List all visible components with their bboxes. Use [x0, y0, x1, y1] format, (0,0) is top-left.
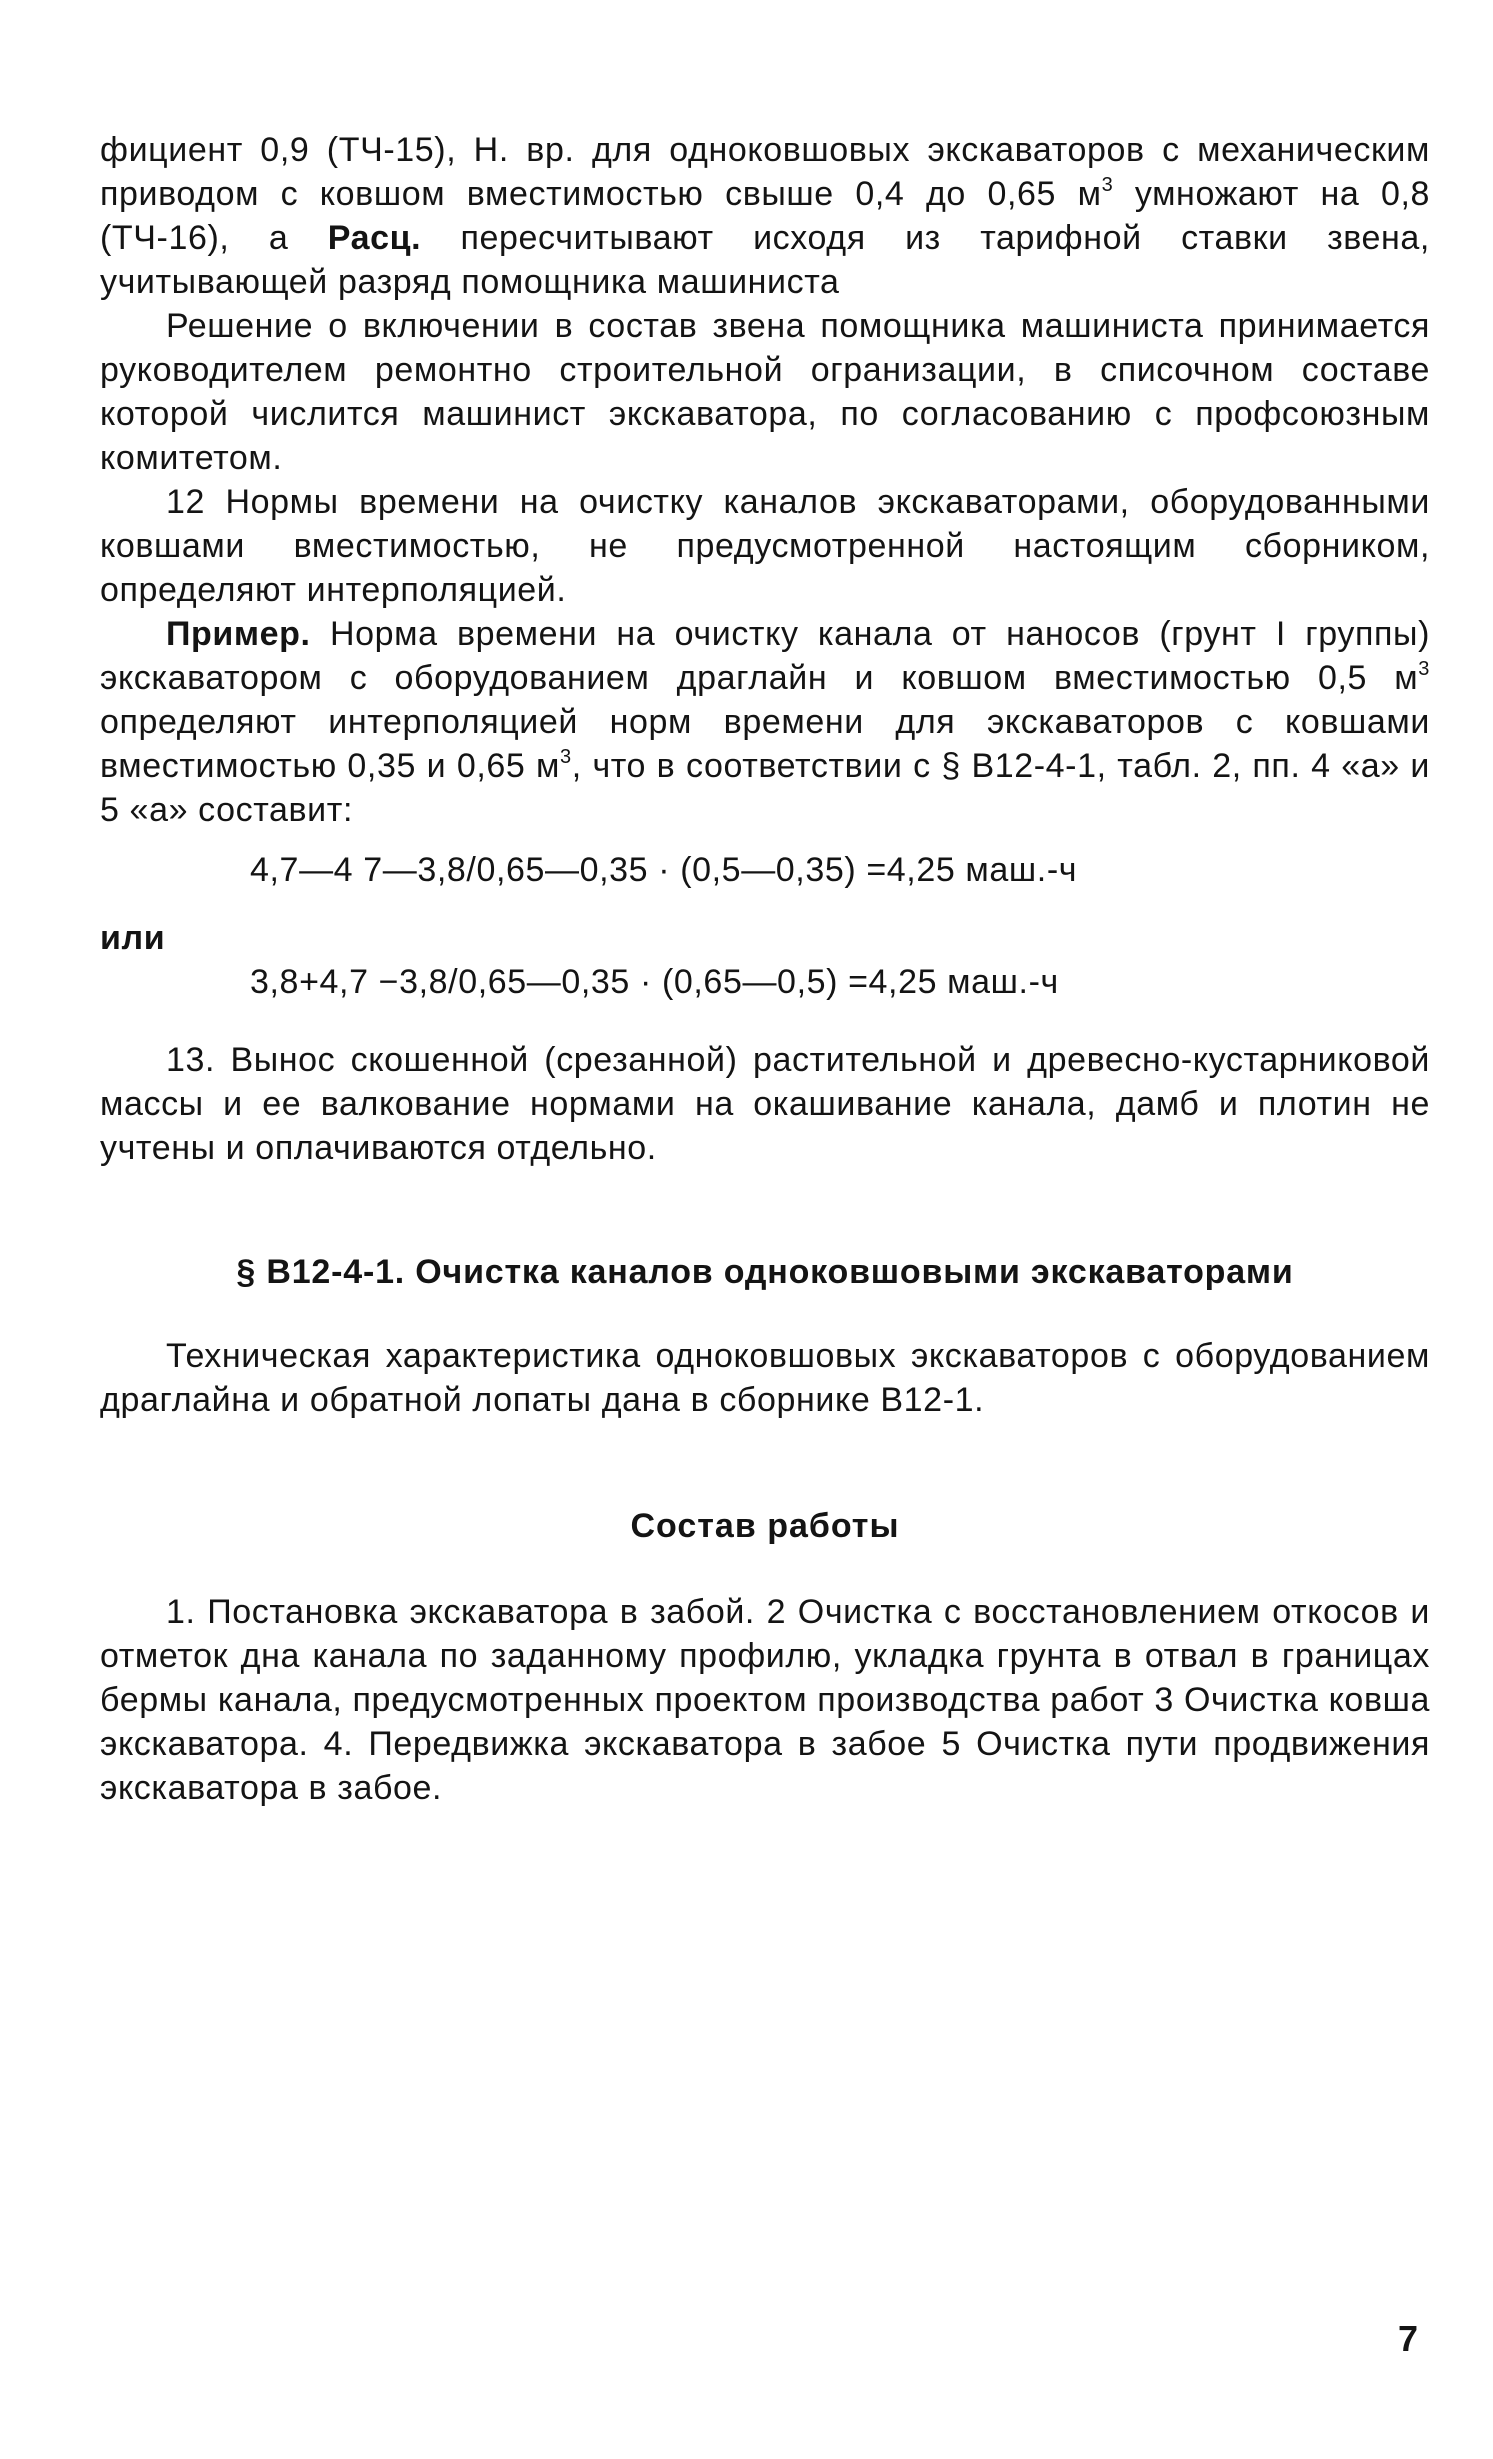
example-label: Пример. — [166, 615, 311, 653]
page-number: 7 — [1398, 2318, 1419, 2359]
page-content — [100, 128, 1430, 1810]
bold-term: Расц. — [327, 219, 422, 257]
paragraph-assistant-decision: Решение о включении в состав звена помощника машиниста принимается руководителем ремонтно строительной огранизации, в списочном составе которой числится машинист экскаватора, по согласованию с профсоюзным комитетом. — [100, 307, 1430, 477]
superscript: 3 — [560, 746, 572, 768]
text-run: Норма времени на очистку канала от наносов (грунт I группы) экскаватором с оборудованием драглайн и ковшом вместимостью 0,5 м — [100, 615, 1430, 697]
section-description: Техническая характеристика одноковшовых экскаваторов с оборудованием драглайна и обратной лопаты дана в сборнике В12-1. — [100, 1337, 1430, 1419]
text-run: определяют интерполяцией норм времени для экскаваторов с ковшами вместимостью 0,35 и 0,65 м — [100, 703, 1430, 785]
text-run: пересчитывают исходя из тарифной ставки звена, учитывающей разряд помощника машиниста — [100, 219, 1430, 301]
text-run: фициент 0,9 (ТЧ-15), Н. вр. для одноковшовых экскаваторов с механическим приводом с ковшом вместимостью свыше 0,4 до 0,65 м — [100, 131, 1430, 213]
paragraph-12: 12 Нормы времени на очистку каналов экскаваторами, оборудованными ковшами вместимостью, не предусмотренной настоящим сборником, определяют интерполяцией. — [100, 483, 1430, 609]
section-heading: § В12-4-1. Очистка каналов одноковшовыми экскаваторами — [236, 1253, 1294, 1291]
text-run: , что в соответствии с § В12-4-1, табл. 2, пп. 4 «а» и 5 «а» составит: — [100, 747, 1430, 829]
formula-2: 3,8+4,7 −3,8/0,65—0,35 · (0,65—0,5) =4,25 маш.-ч — [250, 963, 1059, 1001]
work-composition-text: 1. Постановка экскаватора в забой. 2 Очистка с восстановлением откосов и отметок дна канала по заданному профилю, укладка грунта в отвал в границах бермы канала, предусмотренных проектом производства работ 3 Очистка ковша экскаватора. 4. Передвижка экскаватора в забое 5 Очистка пути продвижения экскаватора в забое. — [100, 1593, 1430, 1807]
or-label: или — [100, 919, 166, 957]
work-composition-heading: Состав работы — [630, 1507, 900, 1545]
superscript: 3 — [1101, 174, 1114, 196]
paragraph-continuation — [100, 128, 1430, 304]
superscript: 3 — [1418, 658, 1430, 680]
paragraph-13: 13. Вынос скошенной (срезанной) растительной и древесно-кустарниковой массы и ее валкование нормами на окашивание канала, дамб и плотин не учтены и оплачиваются отдельно. — [100, 1041, 1430, 1167]
formula-1: 4,7—4 7—3,8/0,65—0,35 · (0,5—0,35) =4,25 маш.-ч — [250, 851, 1078, 889]
paragraph-example — [100, 612, 1430, 832]
text-run: умножают на 0,8 (ТЧ-16), а — [100, 175, 1431, 257]
